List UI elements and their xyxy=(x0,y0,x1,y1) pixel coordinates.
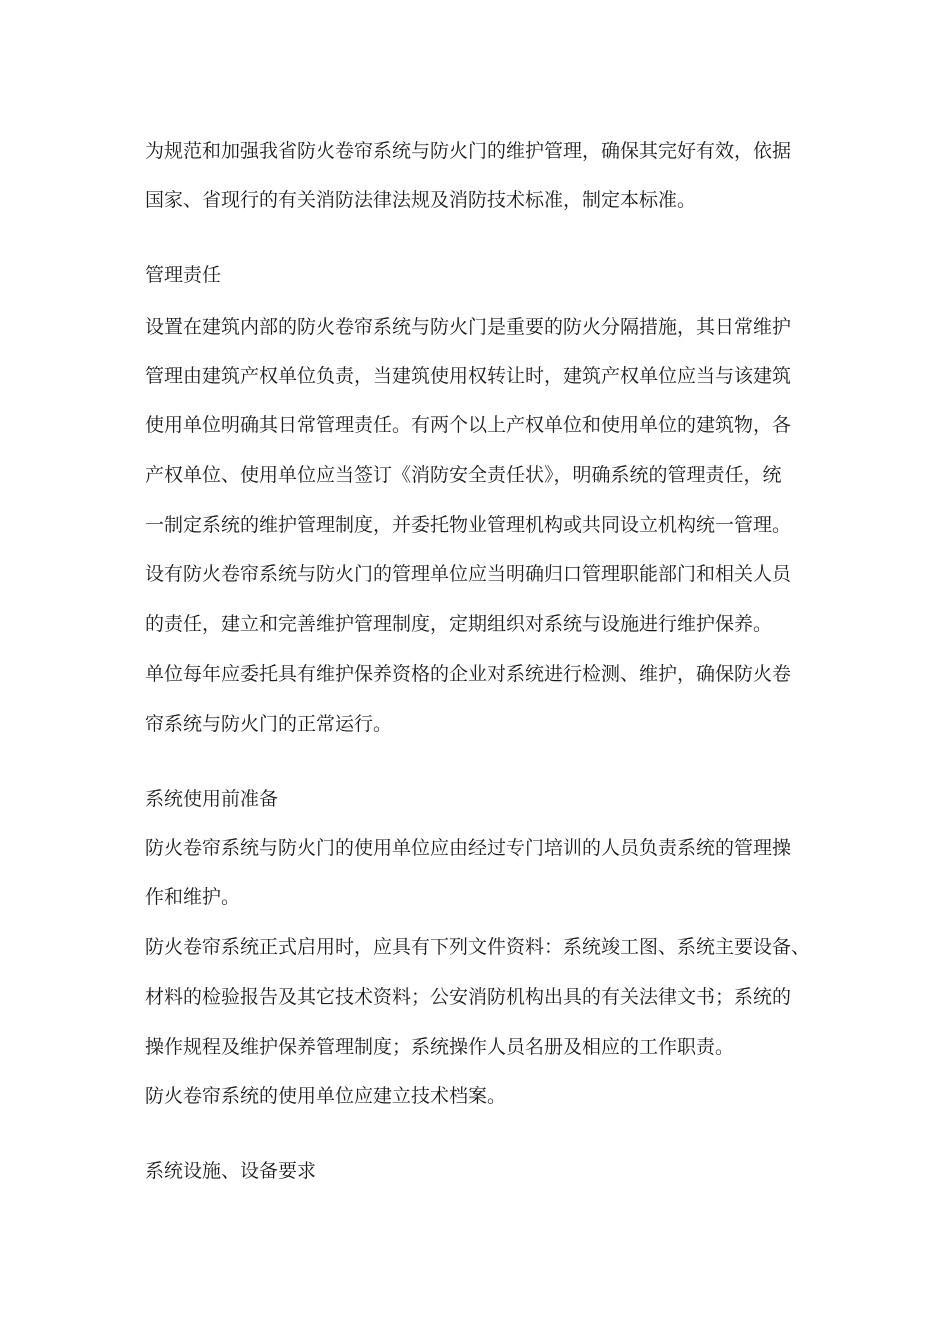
paragraph-line: 防火卷帘系统的使用单位应建立技术档案。 xyxy=(145,1085,507,1107)
paragraph-line: 单位每年应委托具有维护保养资格的企业对系统进行检测、维护，确保防火卷 xyxy=(145,663,792,685)
paragraph-line: 设置在建筑内部的防火卷帘系统与防火门是重要的防火分隔措施，其日常维护 xyxy=(145,316,792,338)
section-heading-management-responsibility: 管理责任 xyxy=(145,264,222,286)
section-heading-pre-use-preparation: 系统使用前准备 xyxy=(145,788,279,810)
paragraph-line: 防火卷帘系统正式启用时，应具有下列文件资料：系统竣工图、系统主要设备、 xyxy=(145,936,811,958)
paragraph-line: 管理由建筑产权单位负责，当建筑使用权转让时，建筑产权单位应当与该建筑 xyxy=(145,365,792,387)
paragraph-line: 作和维护。 xyxy=(145,886,241,908)
paragraph-line: 材料的检验报告及其它技术资料；公安消防机构出具的有关法律文书；系统的 xyxy=(145,986,792,1008)
intro-paragraph-line-2: 国家、省现行的有关消防法律法规及消防技术标准，制定本标准。 xyxy=(145,189,697,211)
intro-paragraph-line-1: 为规范和加强我省防火卷帘系统与防火门的维护管理，确保其完好有效，依据 xyxy=(145,140,792,162)
paragraph-line: 设有防火卷帘系统与防火门的管理单位应当明确归口管理职能部门和相关人员 xyxy=(145,563,792,585)
paragraph-line: 一制定系统的维护管理制度，并委托物业管理机构或共同设立机构统一管理。 xyxy=(145,514,792,536)
paragraph-line: 产权单位、使用单位应当签订《消防安全责任状》，明确系统的管理责任，统 xyxy=(145,464,782,486)
section-heading-facility-requirements: 系统设施、设备要求 xyxy=(145,1160,317,1182)
paragraph-line: 使用单位明确其日常管理责任。有两个以上产权单位和使用单位的建筑物，各 xyxy=(145,414,792,436)
paragraph-line: 的责任，建立和完善维护管理制度，定期组织对系统与设施进行维护保养。 xyxy=(145,613,773,635)
paragraph-line: 操作规程及维护保养管理制度；系统操作人员名册及相应的工作职责。 xyxy=(145,1036,735,1058)
paragraph-line: 防火卷帘系统与防火门的使用单位应由经过专门培训的人员负责系统的管理操 xyxy=(145,837,792,859)
paragraph-line: 帘系统与防火门的正常运行。 xyxy=(145,713,393,735)
